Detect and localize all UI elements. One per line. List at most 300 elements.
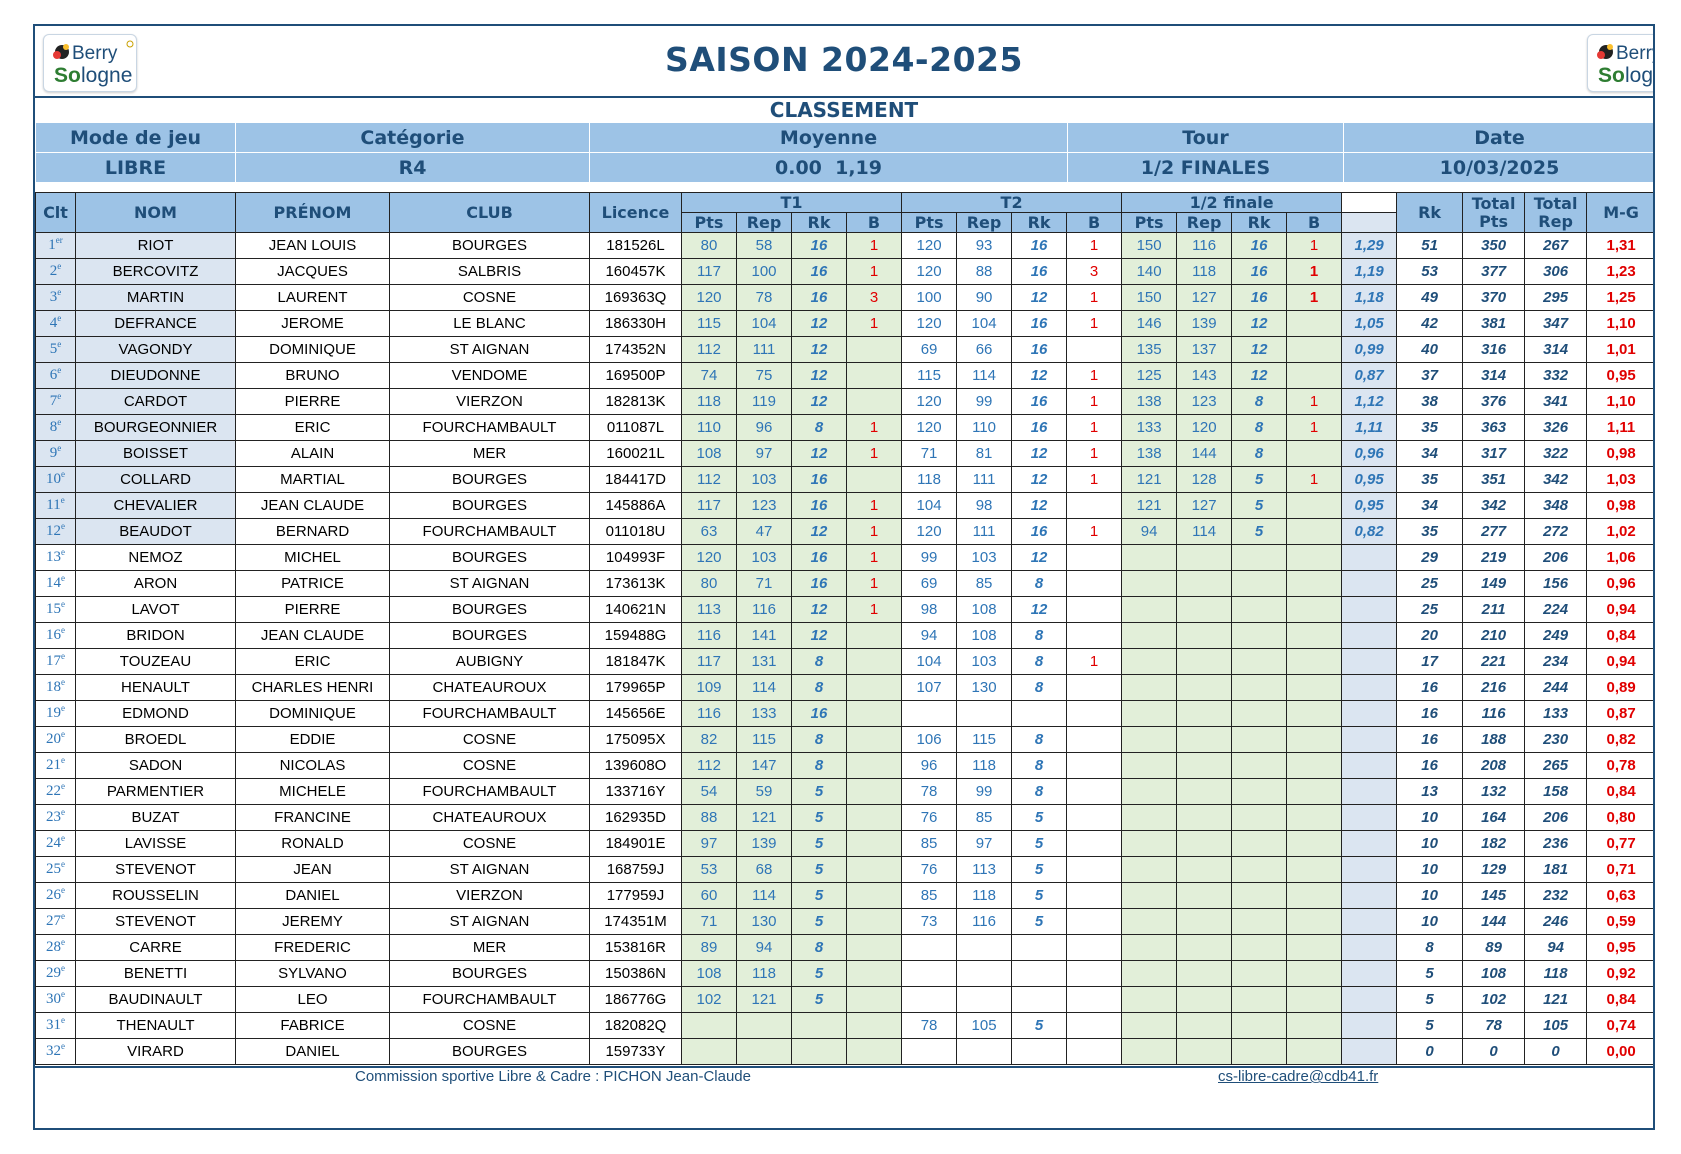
table-row (36, 571, 1656, 597)
prenom-cell: DANIEL (236, 883, 390, 909)
t1-b-cell (847, 857, 902, 883)
t3-rep-cell: 128 (1177, 467, 1232, 493)
rank-number: 7 (49, 393, 58, 409)
t3-pts-cell (1122, 857, 1177, 883)
t3-pts-cell (1122, 701, 1177, 727)
t1-rep-cell: 115 (737, 727, 792, 753)
t2-rep-cell: 103 (957, 545, 1012, 571)
club-cell: BOURGES (390, 545, 590, 571)
table-row (36, 961, 1656, 987)
rank-suffix: e (57, 391, 62, 401)
total-rep-cell: 94 (1525, 935, 1587, 961)
moyenne-cell: 0,87 (1342, 363, 1397, 389)
club-cell: BOURGES (390, 233, 590, 259)
club-cell: CHATEAUROUX (390, 805, 590, 831)
t2-b-cell: 1 (1067, 467, 1122, 493)
table-row (36, 623, 1656, 649)
t2-b-cell (1067, 1013, 1122, 1039)
info-values-row (36, 153, 1656, 183)
t3-pts-cell: 140 (1122, 259, 1177, 285)
total-pts-cell: 132 (1463, 779, 1525, 805)
t3-rep-cell: 143 (1177, 363, 1232, 389)
t2-rep-cell: 118 (957, 883, 1012, 909)
licence-cell: 181847K (590, 649, 682, 675)
club-cell: ST AIGNAN (390, 337, 590, 363)
mg-cell: 0,77 (1587, 831, 1655, 857)
mg-cell: 0,96 (1587, 571, 1655, 597)
t2-b-cell (1067, 571, 1122, 597)
nom-cell: CARDOT (76, 389, 236, 415)
t3-rep-cell: 127 (1177, 285, 1232, 311)
t2-rk-cell: 16 (1012, 259, 1067, 285)
t2-rep-cell: 104 (957, 311, 1012, 337)
col-t3-b: B (1287, 213, 1342, 233)
prenom-cell: JACQUES (236, 259, 390, 285)
rk-total-cell: 37 (1397, 363, 1463, 389)
rank-number: 16 (46, 627, 61, 643)
total-rep-cell: 118 (1525, 961, 1587, 987)
total-rep-cell: 246 (1525, 909, 1587, 935)
club-cell: CHATEAUROUX (390, 675, 590, 701)
t3-rep-cell (1177, 753, 1232, 779)
total-rep-cell: 236 (1525, 831, 1587, 857)
t3-b-cell (1287, 1039, 1342, 1065)
t2-b-cell (1067, 857, 1122, 883)
moyenne-cell: 0,95 (1342, 467, 1397, 493)
table-row (36, 831, 1656, 857)
t1-rk-cell: 16 (792, 259, 847, 285)
rk-total-cell: 10 (1397, 805, 1463, 831)
moyenne-cell (1342, 701, 1397, 727)
t3-pts-cell: 121 (1122, 493, 1177, 519)
total-pts-cell: 164 (1463, 805, 1525, 831)
t3-rep-cell (1177, 935, 1232, 961)
licence-cell: 173613K (590, 571, 682, 597)
total-rep-cell: 206 (1525, 805, 1587, 831)
mg-cell: 0,94 (1587, 597, 1655, 623)
rk-total-cell: 20 (1397, 623, 1463, 649)
total-rep-cell: 265 (1525, 753, 1587, 779)
rank-number: 30 (46, 991, 61, 1007)
col-rk: Rk (1397, 193, 1463, 233)
rank-suffix: e (57, 261, 62, 271)
t1-b-cell: 1 (847, 519, 902, 545)
t1-rk-cell: 16 (792, 285, 847, 311)
t3-rep-cell (1177, 597, 1232, 623)
t1-rk-cell: 12 (792, 597, 847, 623)
rank-cell (36, 363, 76, 389)
nom-cell: BOURGEONNIER (76, 415, 236, 441)
t2-pts-cell: 118 (902, 467, 957, 493)
t1-rk-cell: 8 (792, 753, 847, 779)
t1-rk-cell: 8 (792, 727, 847, 753)
t2-rk-cell: 12 (1012, 467, 1067, 493)
licence-cell: 174352N (590, 337, 682, 363)
col-t3-pts: Pts (1122, 213, 1177, 233)
nom-cell: RIOT (76, 233, 236, 259)
t1-rk-cell: 5 (792, 961, 847, 987)
t2-b-cell: 1 (1067, 233, 1122, 259)
t1-rk-cell: 5 (792, 779, 847, 805)
t1-b-cell: 1 (847, 493, 902, 519)
t1-pts-cell: 117 (682, 649, 737, 675)
t1-b-cell (847, 935, 902, 961)
t1-rep-cell: 119 (737, 389, 792, 415)
t1-rep-cell: 78 (737, 285, 792, 311)
total-rep-cell: 342 (1525, 467, 1587, 493)
t1-b-cell: 1 (847, 233, 902, 259)
t3-rep-cell: 139 (1177, 311, 1232, 337)
t3-rk-cell: 8 (1232, 441, 1287, 467)
prenom-cell: FREDERIC (236, 935, 390, 961)
total-rep-cell: 332 (1525, 363, 1587, 389)
col-t2-rk: Rk (1012, 213, 1067, 233)
licence-cell: 145886A (590, 493, 682, 519)
licence-cell: 169500P (590, 363, 682, 389)
nom-cell: BAUDINAULT (76, 987, 236, 1013)
t3-rk-cell (1232, 857, 1287, 883)
table-row (36, 311, 1656, 337)
t3-pts-cell (1122, 623, 1177, 649)
t3-b-cell (1287, 597, 1342, 623)
rank-cell (36, 571, 76, 597)
nom-cell: LAVOT (76, 597, 236, 623)
t3-pts-cell (1122, 675, 1177, 701)
moyenne-cell: 0,95 (1342, 493, 1397, 519)
prenom-cell: DOMINIQUE (236, 337, 390, 363)
t2-rk-cell (1012, 987, 1067, 1013)
t2-rep-cell: 111 (957, 467, 1012, 493)
total-pts-cell: 342 (1463, 493, 1525, 519)
total-pts-cell: 370 (1463, 285, 1525, 311)
prenom-cell: ERIC (236, 649, 390, 675)
t1-pts-cell: 115 (682, 311, 737, 337)
t2-rep-cell: 88 (957, 259, 1012, 285)
total-rep-cell: 156 (1525, 571, 1587, 597)
club-cell: COSNE (390, 1013, 590, 1039)
t3-rep-cell (1177, 883, 1232, 909)
total-rep-cell: 230 (1525, 727, 1587, 753)
rank-number: 21 (46, 757, 61, 773)
t1-rep-cell: 131 (737, 649, 792, 675)
t1-rep-cell (737, 1013, 792, 1039)
t2-b-cell: 1 (1067, 311, 1122, 337)
total-pts-cell: 210 (1463, 623, 1525, 649)
total-pts-cell: 221 (1463, 649, 1525, 675)
mg-cell: 1,31 (1587, 233, 1655, 259)
t2-rep-cell: 130 (957, 675, 1012, 701)
t3-rep-cell: 127 (1177, 493, 1232, 519)
licence-cell: 182082Q (590, 1013, 682, 1039)
t3-rep-cell: 137 (1177, 337, 1232, 363)
categorie-label: Catégorie (236, 123, 590, 153)
t2-rep-cell: 110 (957, 415, 1012, 441)
t2-b-cell (1067, 779, 1122, 805)
club-cell: ST AIGNAN (390, 857, 590, 883)
t1-rep-cell: 103 (737, 545, 792, 571)
t2-rk-cell: 5 (1012, 883, 1067, 909)
t2-rk-cell (1012, 961, 1067, 987)
mg-cell: 0,92 (1587, 961, 1655, 987)
rank-cell (36, 415, 76, 441)
rank-number: 18 (46, 679, 61, 695)
t3-rk-cell: 16 (1232, 233, 1287, 259)
nom-cell: TOUZEAU (76, 649, 236, 675)
rank-cell (36, 389, 76, 415)
col-group-t1: T1 (682, 193, 902, 213)
t1-pts-cell: 108 (682, 441, 737, 467)
total-pts-cell: 377 (1463, 259, 1525, 285)
total-pts-cell: 381 (1463, 311, 1525, 337)
section-title: CLASSEMENT (769, 98, 919, 122)
tour-label: Tour (1068, 123, 1344, 153)
t3-rep-cell (1177, 857, 1232, 883)
rank-cell (36, 935, 76, 961)
club-cell: VENDOME (390, 363, 590, 389)
t3-rep-cell (1177, 1013, 1232, 1039)
rank-suffix: e (57, 365, 62, 375)
t3-pts-cell (1122, 779, 1177, 805)
t1-rep-cell: 114 (737, 675, 792, 701)
total-rep-cell: 267 (1525, 233, 1587, 259)
t1-rep-cell: 114 (737, 883, 792, 909)
t2-rk-cell: 5 (1012, 831, 1067, 857)
t2-rk-cell: 16 (1012, 311, 1067, 337)
t1-b-cell: 3 (847, 285, 902, 311)
rk-total-cell: 29 (1397, 545, 1463, 571)
t3-rk-cell (1232, 1039, 1287, 1065)
t1-b-cell (847, 701, 902, 727)
col-club: CLUB (390, 193, 590, 233)
rank-cell (36, 337, 76, 363)
t2-rep-cell: 105 (957, 1013, 1012, 1039)
moyenne-cell (1342, 779, 1397, 805)
licence-cell: 159733Y (590, 1039, 682, 1065)
t1-rep-cell: 68 (737, 857, 792, 883)
t2-b-cell (1067, 805, 1122, 831)
t1-pts-cell: 117 (682, 493, 737, 519)
prenom-cell: MICHEL (236, 545, 390, 571)
t3-pts-cell: 121 (1122, 467, 1177, 493)
t3-b-cell (1287, 701, 1342, 727)
t1-rk-cell: 12 (792, 519, 847, 545)
licence-cell: 175095X (590, 727, 682, 753)
t1-rk-cell: 5 (792, 831, 847, 857)
total-pts-cell: 0 (1463, 1039, 1525, 1065)
rank-suffix: e (61, 989, 65, 999)
t1-b-cell (847, 779, 902, 805)
table-row (36, 909, 1656, 935)
prenom-cell: EDDIE (236, 727, 390, 753)
rk-total-cell: 13 (1397, 779, 1463, 805)
rank-suffix: e (61, 937, 65, 947)
t1-b-cell (847, 909, 902, 935)
table-row (36, 285, 1656, 311)
t2-rep-cell: 111 (957, 519, 1012, 545)
licence-cell: 181526L (590, 233, 682, 259)
moyenne-cell: 1,18 (1342, 285, 1397, 311)
rank-cell (36, 259, 76, 285)
t1-b-cell (847, 1039, 902, 1065)
t3-pts-cell: 138 (1122, 389, 1177, 415)
rank-number: 1 (48, 237, 56, 253)
t3-b-cell: 1 (1287, 389, 1342, 415)
t1-rk-cell: 8 (792, 675, 847, 701)
prenom-cell: JEROME (236, 311, 390, 337)
total-rep-cell: 232 (1525, 883, 1587, 909)
total-pts-cell: 350 (1463, 233, 1525, 259)
licence-cell: 186330H (590, 311, 682, 337)
t1-rep-cell: 94 (737, 935, 792, 961)
t3-pts-cell (1122, 831, 1177, 857)
nom-cell: MARTIN (76, 285, 236, 311)
t3-rep-cell (1177, 805, 1232, 831)
licence-cell: 133716Y (590, 779, 682, 805)
col-nom: NOM (76, 193, 236, 233)
club-cell: COSNE (390, 285, 590, 311)
t3-pts-cell: 150 (1122, 233, 1177, 259)
t3-b-cell (1287, 727, 1342, 753)
rank-cell (36, 493, 76, 519)
prenom-cell: CHARLES HENRI (236, 675, 390, 701)
t2-pts-cell: 71 (902, 441, 957, 467)
rank-suffix: e (61, 807, 65, 817)
t2-rep-cell: 115 (957, 727, 1012, 753)
rank-number: 11 (46, 497, 61, 513)
t1-b-cell (847, 727, 902, 753)
total-rep-cell: 348 (1525, 493, 1587, 519)
rank-suffix: e (61, 599, 65, 609)
club-cell: BOURGES (390, 1039, 590, 1065)
total-rep-cell: 181 (1525, 857, 1587, 883)
t1-pts-cell: 112 (682, 467, 737, 493)
club-cell: BOURGES (390, 623, 590, 649)
table-row (36, 363, 1656, 389)
rank-suffix: e (61, 1015, 65, 1025)
rank-suffix: e (61, 859, 65, 869)
t3-b-cell (1287, 779, 1342, 805)
nom-cell: BROEDL (76, 727, 236, 753)
total-pts-cell: 317 (1463, 441, 1525, 467)
t2-rep-cell: 99 (957, 389, 1012, 415)
rank-cell (36, 701, 76, 727)
rk-total-cell: 5 (1397, 961, 1463, 987)
col-t2-pts: Pts (902, 213, 957, 233)
t3-b-cell (1287, 363, 1342, 389)
t2-rep-cell: 85 (957, 805, 1012, 831)
moyenne-cell: 1,11 (1342, 415, 1397, 441)
total-pts-cell: 144 (1463, 909, 1525, 935)
nom-cell: BUZAT (76, 805, 236, 831)
total-rep-cell: 326 (1525, 415, 1587, 441)
prenom-cell: DANIEL (236, 1039, 390, 1065)
t2-b-cell (1067, 935, 1122, 961)
rk-total-cell: 35 (1397, 519, 1463, 545)
t2-pts-cell: 120 (902, 259, 957, 285)
rk-total-cell: 34 (1397, 441, 1463, 467)
nom-cell: THENAULT (76, 1013, 236, 1039)
t3-b-cell (1287, 831, 1342, 857)
t1-rk-cell: 12 (792, 363, 847, 389)
moyenne-cell (1342, 987, 1397, 1013)
t2-pts-cell: 73 (902, 909, 957, 935)
t1-pts-cell: 116 (682, 623, 737, 649)
t1-b-cell: 1 (847, 259, 902, 285)
t1-rk-cell: 5 (792, 883, 847, 909)
t1-rk-cell: 8 (792, 649, 847, 675)
t2-b-cell: 3 (1067, 259, 1122, 285)
footer-email-link[interactable]: cs-libre-cadre@cdb41.fr (1218, 1068, 1379, 1085)
mg-cell: 0,87 (1587, 701, 1655, 727)
total-rep-cell: 0 (1525, 1039, 1587, 1065)
t3-pts-cell (1122, 1039, 1177, 1065)
prenom-cell: NICOLAS (236, 753, 390, 779)
total-pts-cell: 188 (1463, 727, 1525, 753)
t1-rep-cell: 121 (737, 805, 792, 831)
t2-rk-cell: 8 (1012, 779, 1067, 805)
table-row (36, 753, 1656, 779)
t1-rk-cell: 16 (792, 571, 847, 597)
moyenne-cell (1342, 753, 1397, 779)
mg-cell: 1,25 (1587, 285, 1655, 311)
total-rep-cell: 295 (1525, 285, 1587, 311)
t3-pts-cell (1122, 961, 1177, 987)
t2-pts-cell: 115 (902, 363, 957, 389)
t2-rk-cell: 16 (1012, 415, 1067, 441)
rank-suffix: e (61, 469, 65, 479)
t1-b-cell (847, 831, 902, 857)
t2-pts-cell (902, 935, 957, 961)
total-pts-cell: 102 (1463, 987, 1525, 1013)
moyenne-label: Moyenne (590, 123, 1068, 153)
t2-rk-cell: 16 (1012, 337, 1067, 363)
t1-pts-cell: 82 (682, 727, 737, 753)
t3-rk-cell (1232, 935, 1287, 961)
t2-rep-cell (957, 701, 1012, 727)
rk-total-cell: 34 (1397, 493, 1463, 519)
t2-rk-cell: 12 (1012, 545, 1067, 571)
licence-cell: 177959J (590, 883, 682, 909)
date-label: Date (1344, 123, 1656, 153)
t2-b-cell: 1 (1067, 285, 1122, 311)
col-moyenne-blank (1342, 193, 1397, 213)
total-rep-cell: 272 (1525, 519, 1587, 545)
t2-b-cell (1067, 883, 1122, 909)
t3-rep-cell: 120 (1177, 415, 1232, 441)
t2-b-cell (1067, 597, 1122, 623)
mg-cell: 1,23 (1587, 259, 1655, 285)
moyenne-cell (1342, 909, 1397, 935)
t1-rep-cell: 121 (737, 987, 792, 1013)
t1-rk-cell: 16 (792, 701, 847, 727)
t2-pts-cell: 107 (902, 675, 957, 701)
t3-rk-cell: 5 (1232, 519, 1287, 545)
table-row (36, 545, 1656, 571)
t3-b-cell (1287, 961, 1342, 987)
nom-cell: ARON (76, 571, 236, 597)
club-cell: ST AIGNAN (390, 571, 590, 597)
t3-rk-cell (1232, 831, 1287, 857)
t1-rk-cell: 5 (792, 909, 847, 935)
t2-b-cell (1067, 961, 1122, 987)
licence-cell: 011018U (590, 519, 682, 545)
t1-rep-cell: 139 (737, 831, 792, 857)
t1-pts-cell: 80 (682, 571, 737, 597)
licence-cell: 184417D (590, 467, 682, 493)
t2-pts-cell: 120 (902, 519, 957, 545)
moyenne-cell: 1,12 (1342, 389, 1397, 415)
rk-total-cell: 5 (1397, 1013, 1463, 1039)
